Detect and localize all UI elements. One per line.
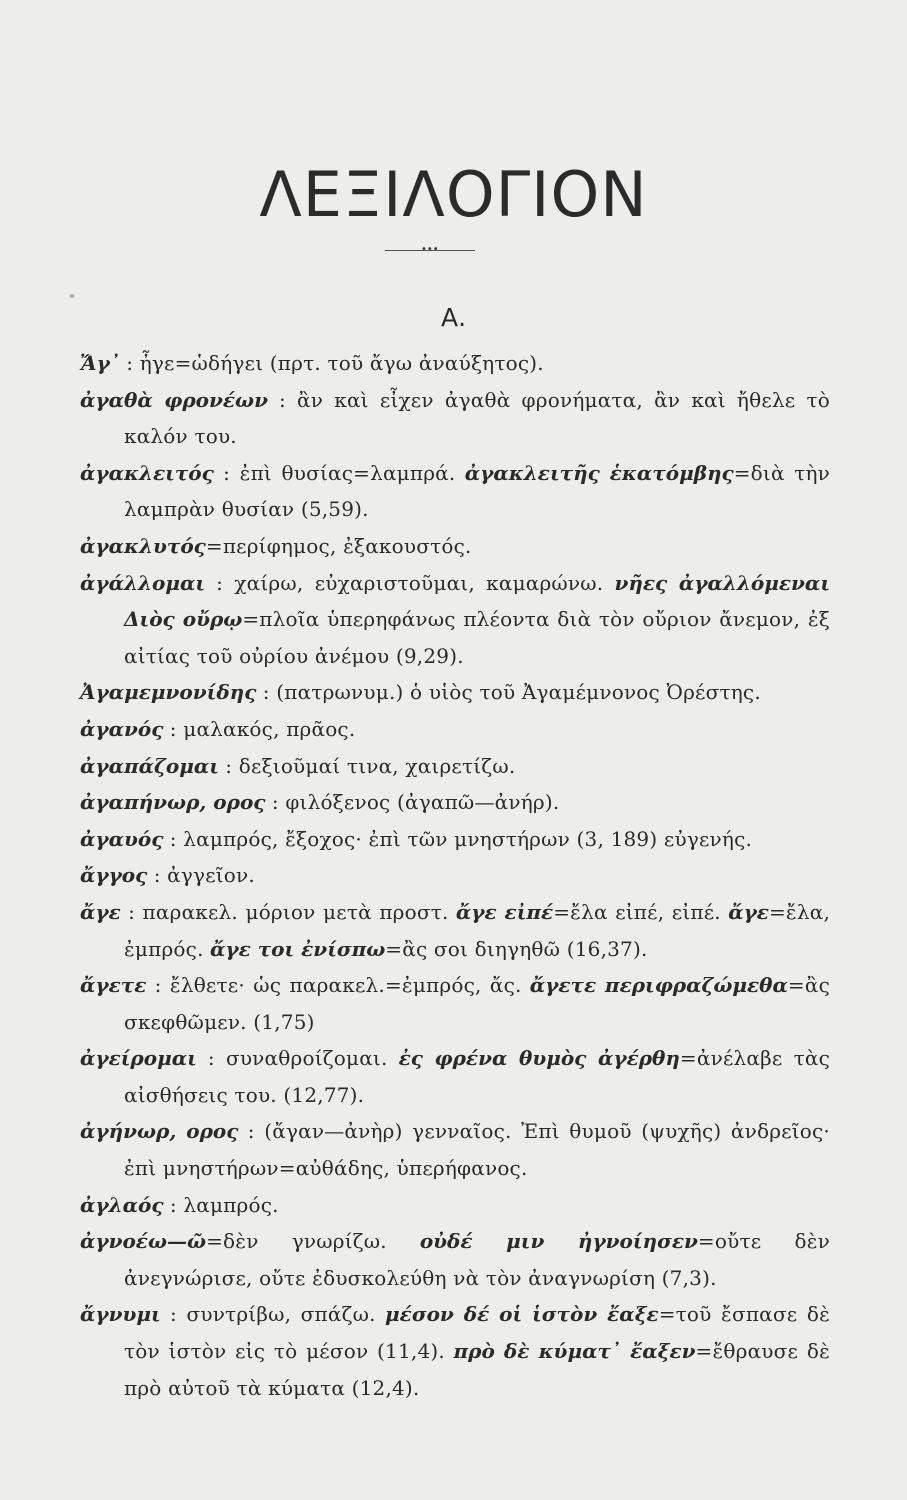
divider-ornament: ••• [421,244,439,255]
headword: ἀγαθὰ φρονέων [80,387,268,412]
headword: Ἄγ᾽ [80,351,120,375]
phrase-gloss: =ἂς σκεφθῶμεν. (1,75) [124,973,830,1034]
phrase-gloss: =διὰ τὴν λαμπρὰν θυσίαν (5,59). [124,460,831,522]
gloss: : λαμπρός, ἔξοχος· ἐπὶ τῶν μνηστήρων (3, 189) εὐγενής. [169,826,753,851]
gloss: : ἔλθετε· ὡς παρακελ.=ἐμπρός, ἄς. [154,973,522,998]
glossary-entry [80,784,830,821]
glossary-entry [80,711,830,748]
glossary-entry [80,345,830,382]
headword: ἀγαπήνωρ, ορος [80,790,266,815]
gloss: : (πατρωνυμ.) ὁ υἱὸς τοῦ Ἀγαμέμνονος Ὀρέστης. [262,680,761,705]
phrase: ἄγε εἰπέ [455,899,554,924]
gloss: =περίφημος, ἐξακουστός. [205,533,472,558]
glossary-entry [80,674,830,711]
glossary-entry [80,1113,830,1186]
phrase: ἀγακλειτῆς ἑκατόμβης [464,460,734,485]
headword: ἄγγος [80,863,148,888]
headword: ἀγνοέω—ῶ [80,1229,207,1254]
headword: ἀγακλειτός [80,460,214,485]
phrase-gloss: =ἔλα εἰπέ, εἰπέ. [553,899,721,924]
phrase: οὐδέ μιν ἠγνοίησεν [419,1229,698,1254]
headword: ἀγανός [80,716,164,741]
phrase-gloss: =τοῦ ἔσπασε δὲ τὸν ἱστὸν εἰς τὸ μέσον (11,4). [124,1302,831,1364]
headword: ἀγάλλομαι [80,570,206,595]
headword: ἀγαυός [80,826,164,851]
headword: ἀγείρομαι [80,1046,197,1071]
headword: ἀγλαός [80,1192,164,1217]
glossary-entry [80,528,830,565]
glossary-entry [80,894,830,967]
headword: Ἀγαμεμνονίδης [80,680,257,705]
phrase: νῆες ἀγαλλόμεναι Διὸς οὔρῳ [124,570,830,632]
phrase: μέσον δέ οἱ ἱστὸν ἔαξε [385,1302,659,1327]
section-letter: Α. [440,303,467,332]
phrase-gloss: =ἂς σοι διηγηθῶ (16,37). [385,936,648,961]
gloss: : ἂν καὶ εἶχεν ἀγαθὰ φρονήματα, ἂν καὶ ἤθελε τὸ καλόν του. [124,387,831,449]
gloss: : λαμπρός. [169,1192,279,1217]
phrase: ἄγε τοι ἐνίσπω [210,936,386,961]
headword: ἀγακλυτός [80,533,206,558]
phrase-gloss: =οὔτε δὲν ἀνεγνώρισε, οὔτε ἐδυσκολεύθη νὰ τὸν ἀναγνωρίση (7,3). [124,1229,830,1290]
gloss: : ἀγγεῖον. [153,863,255,888]
glossary-entry [80,748,830,785]
headword: ἀγήνωρ, ορος [80,1119,239,1144]
phrase-gloss: =ἀνέλαβε τὰς αἰσθήσεις του. (12,77). [124,1046,831,1107]
glossary-entry [80,821,830,858]
gloss: =δὲν γνωρίζω. [206,1229,387,1254]
gloss: : χαίρω, εὐχαριστοῦμαι, καμαρώνω. [216,570,604,595]
glossary-entry [80,1187,830,1224]
glossary-entry [80,1296,830,1406]
phrase: πρὸ δὲ κύματ᾽ ἔαξεν [453,1339,696,1364]
print-speck [70,294,74,298]
phrase-gloss: =πλοῖα ὑπερηφάνως πλέοντα διὰ τὸν οὔριον ἄνεμον, ἐξ αἰτίας τοῦ οὐρίου ἀνέμου (9,29). [124,607,830,668]
gloss: : παρακελ. μόριον μετὰ προστ. [128,899,449,924]
headword: ἄγετε [80,973,147,998]
headword: ἀγαπάζομαι [80,753,219,778]
headword: ἄγνυμι [80,1302,161,1327]
gloss: : (ἄγαν—ἀνὴρ) γενναῖος. Ἐπὶ θυμοῦ (ψυχῆς) ἀνδρεῖος· ἐπὶ μνηστήρων=αὐθάδης, ὑπερήφανος. [124,1119,830,1181]
gloss: : συντρίβω, σπάζω. [170,1302,376,1327]
glossary-entry [80,455,830,528]
gloss: : συναθροίζομαι. [207,1046,388,1071]
glossary-entry [80,967,830,1040]
gloss: : ἐπὶ θυσίας=λαμπρά. [223,460,456,485]
glossary-entry [80,565,830,675]
phrase: ἐς φρένα θυμὸς ἀγέρθη [398,1046,680,1071]
phrase: ἄγετε περιφραζώμεθα [529,973,788,998]
phrase: ἄγε [728,899,769,924]
page-title: ΛΕΞΙΛΟΓΙΟΝ [259,158,648,231]
glossary-entry [80,857,830,894]
headword: ἄγε [80,899,121,924]
phrase-gloss: =ἔθραυσε δὲ πρὸ αὐτοῦ τὰ κύματα (12,4). [124,1339,830,1400]
glossary-entry [80,1040,830,1113]
glossary-entry [80,1223,830,1296]
gloss: : φιλόξενος (ἀγαπῶ—ἀνήρ). [271,790,560,815]
gloss: : δεξιοῦμαί τινα, χαιρετίζω. [225,753,516,778]
glossary-entries [80,345,830,1406]
gloss: : ἦγε=ὡδήγει (πρτ. τοῦ ἄγω ἀναύξητος). [126,351,544,375]
glossary-entry [80,382,830,455]
phrase-gloss: =ἔλα, ἐμπρός. [124,899,830,961]
gloss: : μαλακός, πρᾶος. [169,716,356,741]
